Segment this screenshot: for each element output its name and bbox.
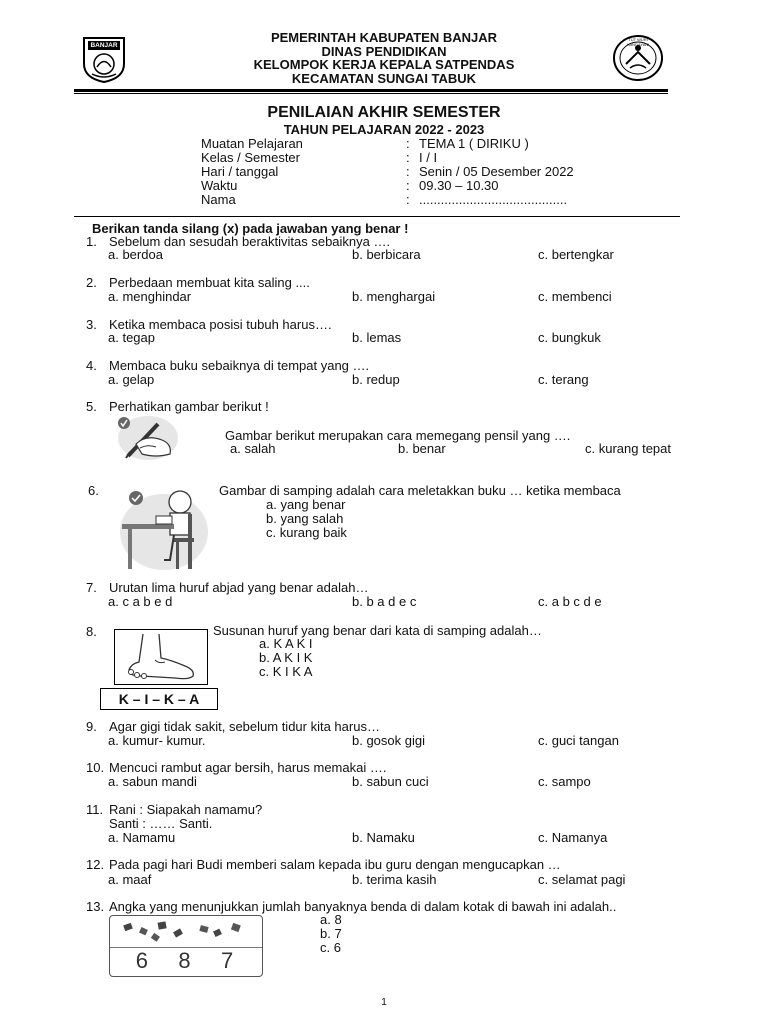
- question-9-option-b: b. gosok gigi: [352, 733, 425, 748]
- info-divider: [74, 216, 680, 217]
- question-1-text: Sebelum dan sesudah beraktivitas sebaiknya ….: [109, 234, 391, 249]
- info-value-name: .........................................: [419, 192, 568, 207]
- question-8-number: 8.: [86, 624, 97, 639]
- question-9-number: 9.: [86, 719, 97, 734]
- counting-box-numbers: 6 8 7: [135, 948, 237, 973]
- question-7-option-b: b. b a d e c: [352, 594, 417, 609]
- info-value-subject: TEMA 1 ( DIRIKU ): [419, 136, 529, 151]
- question-6-option-b: b. yang salah: [266, 511, 344, 526]
- info-label-class: Kelas / Semester: [201, 150, 300, 165]
- info-value-class: I / I: [419, 150, 438, 165]
- page-title: PENILAIAN AKHIR SEMESTER: [267, 104, 501, 121]
- info-colon-subject: :: [406, 136, 410, 151]
- question-2-number: 2.: [86, 275, 97, 290]
- question-13-option-a: a. 8: [320, 912, 342, 927]
- question-4-text: Membaca buku sebaiknya di tempat yang ….: [109, 358, 370, 373]
- question-5-option-a: a. salah: [230, 441, 276, 456]
- question-8-option-b: b. A K I K: [259, 650, 313, 665]
- question-6-number: 6.: [88, 483, 99, 498]
- question-11-option-b: b. Namaku: [352, 830, 415, 845]
- question-9-option-a: a. kumur- kumur.: [108, 733, 206, 748]
- question-2-option-c: c. membenci: [538, 289, 612, 304]
- banjar-logo-text: BANJAR: [90, 42, 118, 49]
- info-label-time: Waktu: [201, 178, 238, 193]
- question-7-number: 7.: [86, 580, 97, 595]
- question-12-number: 12.: [86, 857, 105, 872]
- question-2-option-b: b. menghargai: [352, 289, 436, 304]
- question-11-number: 11.: [86, 802, 104, 817]
- question-5-prompt: Gambar berikut merupakan cara memegang pensil yang ….: [225, 428, 571, 443]
- info-colon-class: :: [406, 150, 410, 165]
- question-9-option-c: c. guci tangan: [538, 733, 619, 748]
- question-3-option-c: c. bungkuk: [538, 330, 601, 345]
- question-10-option-b: b. sabun cuci: [352, 774, 429, 789]
- question-5-option-c: c. kurang tepat: [585, 441, 671, 456]
- question-1-option-c: c. bertengkar: [538, 247, 614, 262]
- question-7-text: Urutan lima huruf abjad yang benar adalah…: [109, 580, 369, 595]
- header-divider-thick: [74, 89, 668, 92]
- question-4-option-c: c. terang: [538, 372, 589, 387]
- info-colon-date: :: [406, 164, 410, 179]
- question-10-option-a: a. sabun mandi: [108, 774, 197, 789]
- pencil-grip-image: [112, 414, 178, 462]
- question-10-text: Mencuci rambut agar bersih, harus memakai ….: [109, 760, 387, 775]
- question-2-text: Perbedaan membuat kita saling ....: [109, 275, 310, 290]
- question-6-option-a: a. yang benar: [266, 497, 346, 512]
- question-1-option-b: b. berbicara: [352, 247, 421, 262]
- question-3-option-b: b. lemas: [352, 330, 402, 345]
- question-13-number: 13.: [86, 899, 105, 914]
- question-11-option-a: a. Namamu: [108, 830, 176, 845]
- question-9-text: Agar gigi tidak sakit, sebelum tidur kita harus…: [109, 719, 380, 734]
- question-10-option-c: c. sampo: [538, 774, 591, 789]
- question-3-text: Ketika membaca posisi tubuh harus….: [109, 317, 332, 332]
- question-3-option-a: a. tegap: [108, 330, 155, 345]
- info-label-name: Nama: [201, 192, 236, 207]
- question-8-word-box: [100, 688, 218, 710]
- question-5-option-b: b. benar: [398, 441, 446, 456]
- header-divider-thin: [74, 93, 668, 94]
- question-6-prompt: Gambar di samping adalah cara meletakkan buku … ketika membaca: [219, 483, 621, 498]
- question-4-number: 4.: [86, 358, 97, 373]
- info-label-date: Hari / tanggal: [201, 164, 279, 179]
- question-11-text-2: Santi : …… Santi.: [109, 816, 213, 831]
- info-value-date: Senin / 05 Desember 2022: [419, 164, 574, 179]
- info-colon-time: :: [406, 178, 410, 193]
- info-value-time: 09.30 – 10.30: [419, 178, 499, 193]
- foot-image-box: [114, 629, 208, 685]
- question-7-option-a: a. c a b e d: [108, 594, 173, 609]
- question-2-option-a: a. menghindar: [108, 289, 192, 304]
- question-8-word: K – I – K – A: [118, 691, 200, 707]
- question-12-option-c: c. selamat pagi: [538, 872, 626, 887]
- question-12-text: Pada pagi hari Budi memberi salam kepada ibu guru dengan mengucapkan …: [109, 857, 561, 872]
- question-6-option-c: c. kurang baik: [266, 525, 347, 540]
- question-5-text: Perhatikan gambar berikut !: [109, 399, 269, 414]
- counting-box: [109, 915, 263, 977]
- question-1-option-a: a. berdoa: [108, 247, 163, 262]
- question-13-option-b: b. 7: [320, 926, 342, 941]
- question-12-option-b: b. terima kasih: [352, 872, 437, 887]
- question-4-option-a: a. gelap: [108, 372, 155, 387]
- header-line-3: KELOMPOK KERJA KEPALA SATPENDAS: [253, 57, 515, 72]
- header-line-4: KECAMATAN SUNGAI TABUK: [291, 70, 477, 86]
- question-8-prompt: Susunan huruf yang benar dari kata di samping adalah…: [213, 623, 542, 638]
- info-colon-name: :: [406, 192, 410, 207]
- header-line-2: DINAS PENDIDIKAN: [321, 43, 447, 59]
- reading-posture-image: [118, 480, 210, 572]
- page-number: 1: [381, 997, 387, 1008]
- question-8-option-a: a. K A K I: [259, 636, 313, 651]
- question-10-number: 10.: [86, 760, 105, 775]
- instruction: Berikan tanda silang (x) pada jawaban yang benar !: [92, 221, 409, 236]
- question-5-number: 5.: [86, 399, 97, 414]
- question-4-option-b: b. redup: [352, 372, 400, 387]
- question-12-option-a: a. maaf: [108, 872, 152, 887]
- question-13-text: Angka yang menunjukkan jumlah banyaknya benda di dalam kotak di bawah ini adalah..: [109, 899, 617, 914]
- question-8-option-c: c. K I K A: [259, 664, 313, 679]
- question-11-text: Rani : Siapakah namamu?: [109, 802, 263, 817]
- question-13-option-c: c. 6: [320, 940, 341, 955]
- page-subtitle: TAHUN PELAJARAN 2022 - 2023: [283, 122, 485, 137]
- tut-wuri-logo-text: TUT WURI HANDAYANI: [626, 37, 650, 47]
- info-label-subject: Muatan Pelajaran: [201, 136, 303, 151]
- question-7-option-c: c. a b c d e: [538, 594, 602, 609]
- header-line-1: PEMERINTAH KABUPATEN BANJAR: [270, 30, 498, 45]
- question-1-number: 1.: [86, 234, 97, 249]
- question-3-number: 3.: [86, 317, 97, 332]
- question-11-option-c: c. Namanya: [538, 830, 608, 845]
